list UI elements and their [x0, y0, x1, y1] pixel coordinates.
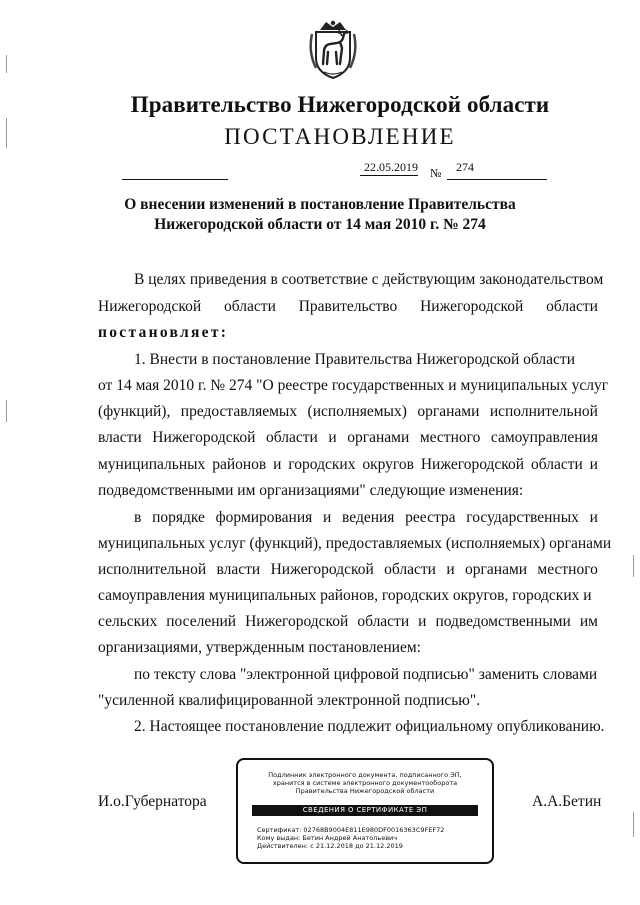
body-line-justified: [98, 429, 598, 447]
stamp-text: хранится в системе электронного документооборота: [272, 779, 458, 787]
body-line: 1. Внести в постановление Правительства Нижегородской области: [134, 351, 575, 368]
body-word: исполнительной: [98, 561, 207, 578]
body-word: поселений: [166, 613, 237, 630]
body-word: формирования: [215, 509, 313, 526]
scan-edge-mark: [6, 400, 7, 422]
body-word: им: [579, 613, 598, 630]
stamp-text: Правительства Нижегородской области: [295, 787, 435, 795]
document-date: 22.05.2019: [364, 160, 418, 174]
number-underline: [447, 179, 547, 180]
body-word: и: [446, 561, 455, 578]
date-line-left: [122, 179, 228, 180]
signer-position: И.о.Губернатора: [98, 793, 207, 810]
stamp-row-value: Бетин Андрей Анатольевич: [302, 834, 398, 842]
body-word: области: [357, 613, 410, 630]
body-word: реестра: [405, 509, 456, 526]
stamp-certificate-row: [257, 826, 444, 834]
body-word: местного: [537, 561, 598, 578]
body-word: (функций),: [98, 403, 171, 420]
body-word: ведения: [342, 509, 395, 526]
body-line-justified: [98, 298, 598, 316]
body-word: местного: [419, 429, 481, 446]
body-line-justified: [98, 403, 598, 421]
stamp-issued-row: [257, 834, 397, 842]
body-line: самоуправления муниципальных районов, городских округов, городских и: [98, 587, 592, 604]
body-word: области: [546, 298, 598, 315]
body-word: государственных: [466, 509, 579, 526]
body-word: области: [266, 429, 318, 446]
body-word: Нижегородской: [270, 561, 374, 578]
body-word: Правительство: [298, 298, 398, 315]
body-word: и: [328, 429, 337, 446]
body-word: области: [530, 456, 583, 473]
body-line: 2. Настоящее постановление подлежит официальному опубликованию.: [134, 718, 605, 735]
government-title: Правительство Нижегородской области: [130, 92, 550, 117]
body-word: органами: [347, 429, 410, 446]
stamp-certificate-header: СВЕДЕНИЯ О СЕРТИФИКАТЕ ЭП: [252, 805, 478, 816]
scan-edge-mark: [633, 812, 634, 837]
body-line-justified: [98, 456, 598, 474]
stamp-row-label: Кому выдан:: [257, 834, 301, 842]
scan-edge-mark: [6, 55, 7, 73]
body-line: по тексту слова "электронной цифровой подписью" заменить словами: [134, 666, 598, 683]
electronic-signature-stamp: [236, 758, 494, 864]
body-word: и: [323, 509, 332, 526]
body-line: "усиленной квалифицированной электронной подписью".: [98, 692, 481, 709]
stamp-row-value: 02768B9004E811E980DF0016363C9FEF72: [303, 826, 445, 834]
body-word: и: [589, 509, 598, 526]
number-sign: №: [430, 166, 442, 180]
body-word: в: [134, 509, 142, 526]
body-word: порядке: [152, 509, 205, 526]
body-word: Нижегородской: [98, 298, 202, 315]
stamp-row-value: с 21.12.2018 до 21.12.2019: [310, 842, 403, 850]
resolves-keyword: постановляет:: [98, 324, 229, 341]
body-word: городских: [288, 456, 356, 473]
body-word: муниципальных: [98, 456, 206, 473]
document-number: 274: [456, 160, 474, 174]
body-line: В целях приведения в соответствие с действующим законодательством: [134, 271, 604, 288]
date-underline: [360, 175, 418, 176]
document-type: ПОСТАНОВЛЕНИЕ: [224, 124, 456, 149]
body-word: Нижегородской: [420, 298, 524, 315]
body-word: власти: [98, 429, 142, 446]
body-line: организациями, утвержденным постановлением:: [98, 639, 421, 656]
body-line: от 14 мая 2010 г. № 274 "О реестре государственных и муниципальных услуг: [98, 377, 609, 394]
stamp-row-label: Действителен:: [257, 842, 309, 850]
body-line: подведомственными им организациями" следующие изменения:: [98, 482, 524, 499]
body-word: и: [589, 456, 598, 473]
body-word: исполнительной: [489, 403, 598, 420]
body-line-justified: [134, 509, 598, 527]
body-word: подведомственными: [435, 613, 571, 630]
stamp-row-label: Сертификат:: [257, 826, 302, 834]
body-line-justified: [98, 613, 598, 631]
subject-line-1: О внесении изменений в постановление Правительства: [124, 196, 516, 213]
body-word: области: [384, 561, 436, 578]
body-word: органами: [465, 561, 528, 578]
body-word: власти: [216, 561, 261, 578]
body-word: самоуправления: [490, 429, 598, 446]
scan-edge-mark: [633, 555, 634, 577]
body-word: Нижегородской: [152, 429, 256, 446]
body-word: (исполняемых): [307, 403, 407, 420]
body-word: районов: [212, 456, 267, 473]
stamp-text: Подлинник электронного документа, подписанного ЭП,: [268, 771, 462, 779]
body-word: органами: [417, 403, 480, 420]
signer-name: А.А.Бетин: [532, 793, 602, 810]
coat-of-arms-icon: [306, 18, 360, 82]
body-word: сельских: [98, 613, 158, 630]
body-word: предоставляемых: [180, 403, 298, 420]
subject-line-2: Нижегородской области от 14 мая 2010 г. № 274: [154, 216, 486, 233]
body-line-justified: [98, 561, 598, 579]
body-word: области: [224, 298, 276, 315]
body-word: и: [418, 613, 427, 630]
body-word: Нижегородской: [245, 613, 349, 630]
body-line: муниципальных услуг (функций), предоставляемых (исполняемых) органами: [98, 535, 612, 552]
body-word: и: [273, 456, 282, 473]
stamp-valid-row: [257, 842, 403, 850]
body-word: округов: [362, 456, 414, 473]
body-word: Нижегородской: [420, 456, 525, 473]
